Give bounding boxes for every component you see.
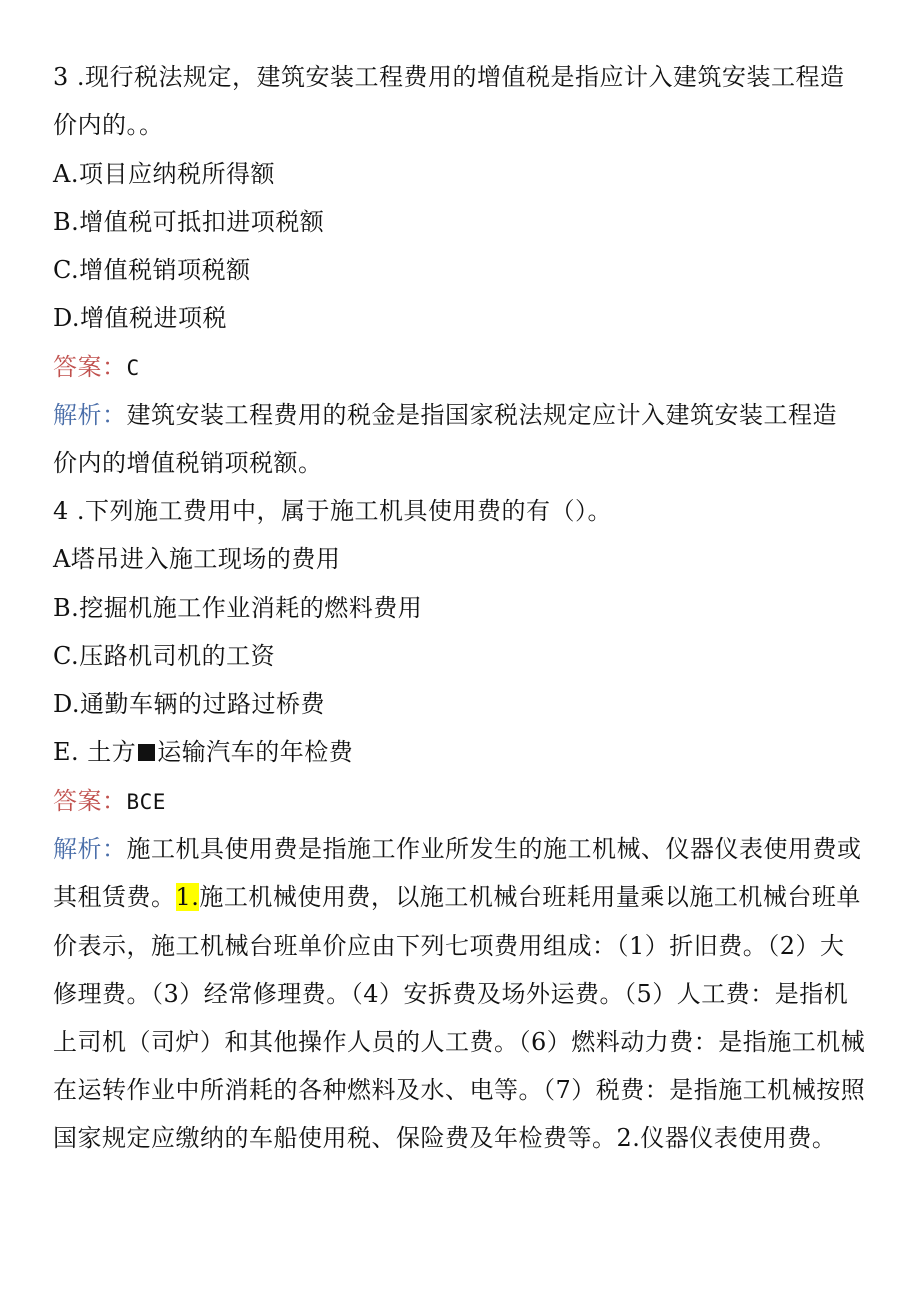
question-4-stem: 4 .下列施工费用中，属于施工机具使用费的有（）。: [53, 497, 613, 525]
option-e-prefix: E. 土方: [53, 738, 137, 766]
question-4-answer: [53, 786, 166, 817]
question-4-option-e: [53, 737, 353, 767]
question-4-analysis-line-4: 修理费。（3）经常修理费。（4）安拆费及场外运费。（5）人工费：是指机: [53, 980, 849, 1008]
analysis-text: 其租赁费。: [53, 883, 176, 911]
question-3-option-d: D.增值税进项税: [53, 304, 228, 332]
highlighted-number: 1.: [175, 883, 200, 911]
question-3-stem: 3 .现行税法规定，建筑安装工程费用的增值税是指应计入建筑安装工程造: [53, 63, 845, 91]
question-4-analysis-line-7: 国家规定应缴纳的车船使用税、保险费及年检费等。2.仪器仪表使用费。: [53, 1124, 837, 1152]
question-3-option-b: B.增值税可抵扣进项税额: [53, 208, 325, 236]
question-4-option-d: D.通勤车辆的过路过桥费: [53, 690, 326, 718]
question-4-option-c: C.压路机司机的工资: [53, 642, 276, 670]
answer-label: 答案：: [53, 353, 127, 381]
analysis-text: 建筑安装工程费用的税金是指国家税法规定应计入建筑安装工程造: [126, 401, 837, 429]
question-3-option-c: C.增值税销项税额: [53, 256, 251, 284]
question-4-analysis-line-5: 上司机（司炉）和其他操作人员的人工费。（6）燃料动力费：是指施工机械: [53, 1028, 866, 1056]
answer-value: C: [126, 356, 140, 380]
question-3-option-a: A.项目应纳税所得额: [53, 160, 275, 188]
black-square-glyph: [138, 744, 155, 761]
analysis-label: 解析：: [53, 835, 127, 863]
question-4-analysis: [53, 834, 862, 864]
option-e-suffix: 运输汽车的年检费: [157, 738, 354, 766]
question-3-answer: [53, 352, 140, 383]
question-4-analysis-line-3: 价表示，施工机械台班单价应由下列七项费用组成：（1）折旧费。（2）大: [53, 932, 845, 960]
analysis-label: 解析：: [53, 401, 127, 429]
question-4-analysis-line-2: [53, 882, 861, 912]
question-3-analysis: [53, 400, 837, 430]
question-4-analysis-line-6: 在运转作业中所消耗的各种燃料及水、电等。（7）税费：是指施工机械按照: [53, 1076, 866, 1104]
question-3-analysis-cont: 价内的增值税销项税额。: [53, 449, 323, 477]
answer-value: BCE: [126, 790, 166, 814]
question-3-stem-cont: 价内的。。: [53, 111, 164, 139]
answer-label: 答案：: [53, 787, 127, 815]
question-4-option-b: B.挖掘机施工作业消耗的燃料费用: [53, 594, 423, 622]
question-4-option-a: A塔吊进入施工现场的费用: [53, 545, 341, 573]
analysis-text: 施工机具使用费是指施工作业所发生的施工机械、仪器仪表使用费或: [126, 835, 862, 863]
analysis-text: 施工机械使用费，以施工机械台班耗用量乘以施工机械台班单: [199, 883, 861, 911]
